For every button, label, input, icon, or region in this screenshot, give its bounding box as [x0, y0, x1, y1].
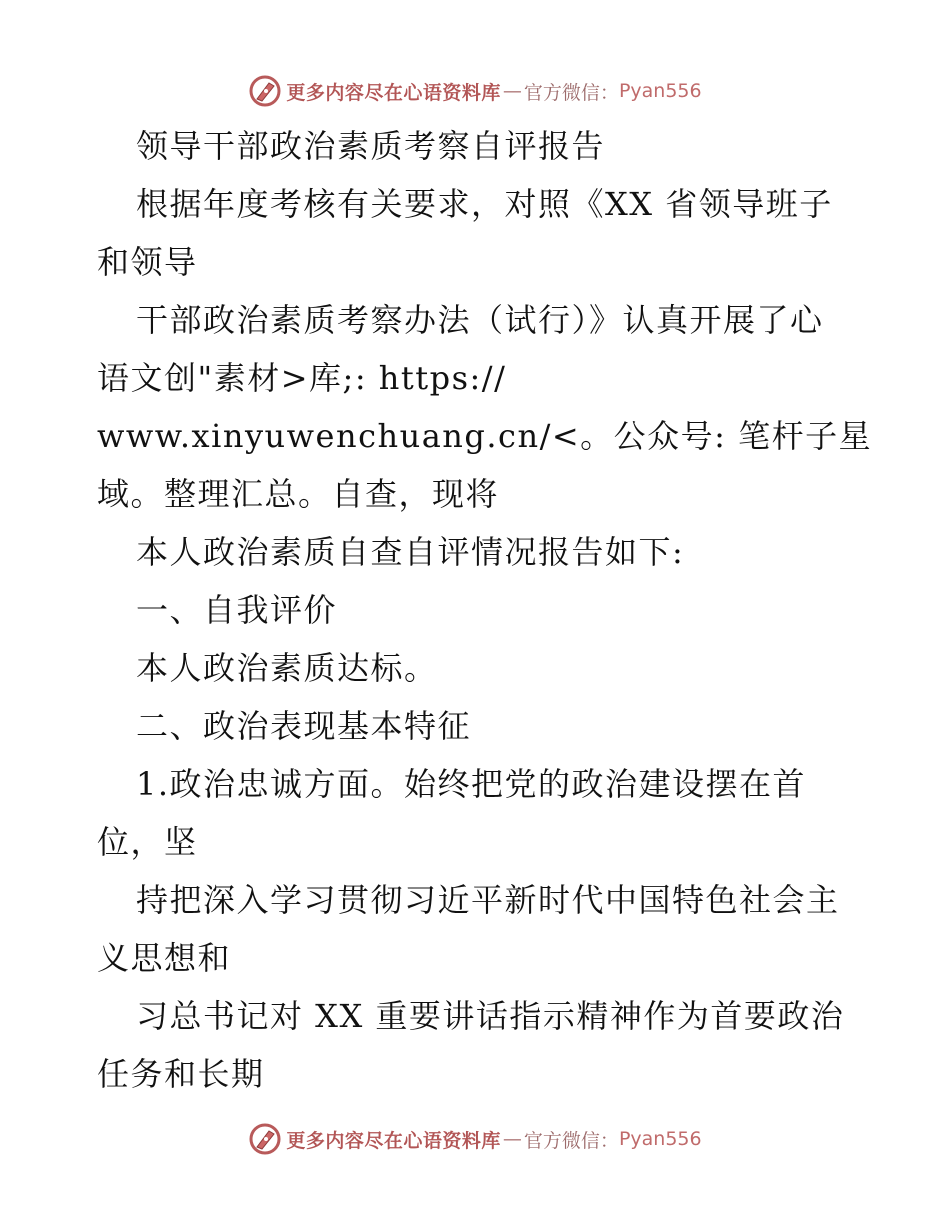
watermark-wechat-id: Pyan556: [618, 1128, 702, 1150]
watermark-banner-bottom: [0, 1117, 950, 1161]
text-line: 本人政治素质自查自评情况报告如下:: [136, 533, 685, 571]
document-body: [97, 117, 897, 1103]
watermark-wechat-label: 官方微信：: [523, 81, 619, 104]
text-line: 持把深入学习贯彻习近平新时代中国特色社会主: [136, 881, 840, 919]
pen-nib-logo-icon: [248, 1122, 282, 1156]
watermark-banner-top: [0, 69, 950, 113]
watermark-wechat-id: Pyan556: [618, 80, 702, 102]
watermark-dash: —: [502, 80, 522, 102]
section-heading: 二、政治表现基本特征: [136, 707, 472, 745]
text-line: 本人政治素质达标。: [136, 649, 438, 687]
text-line: 位，坚: [97, 823, 198, 861]
document-title: 领导干部政治素质考察自评报告: [136, 127, 606, 165]
watermark-wechat-label: 官方微信：: [523, 1129, 619, 1152]
section-heading: 一、自我评价: [136, 591, 338, 629]
watermark-text: 更多内容尽在心语资料库: [286, 81, 501, 104]
text-line: 干部政治素质考察办法（试行）》认真开展了心: [136, 301, 824, 339]
text-line: 根据年度考核有关要求，对照《XX 省领导班子: [136, 185, 833, 223]
text-line: 1.政治忠诚方面。始终把党的政治建设摆在首: [136, 765, 807, 803]
pen-nib-logo-icon: [248, 74, 282, 108]
text-line: 义思想和: [97, 939, 232, 977]
watermark-dash: —: [502, 1128, 522, 1150]
text-line: www.xinyuwenchuang.cn/<。公众号: 笔杆子星: [97, 417, 873, 455]
watermark-text: 更多内容尽在心语资料库: [286, 1129, 501, 1152]
text-line: 任务和长期: [97, 1055, 265, 1093]
text-line: 语文创"素材>库;: https://: [97, 359, 507, 397]
text-line: 习总书记对 XX 重要讲话指示精神作为首要政治: [136, 997, 845, 1035]
text-line: 域。整理汇总。自查，现将: [97, 475, 500, 513]
text-line: 和领导: [97, 243, 198, 281]
